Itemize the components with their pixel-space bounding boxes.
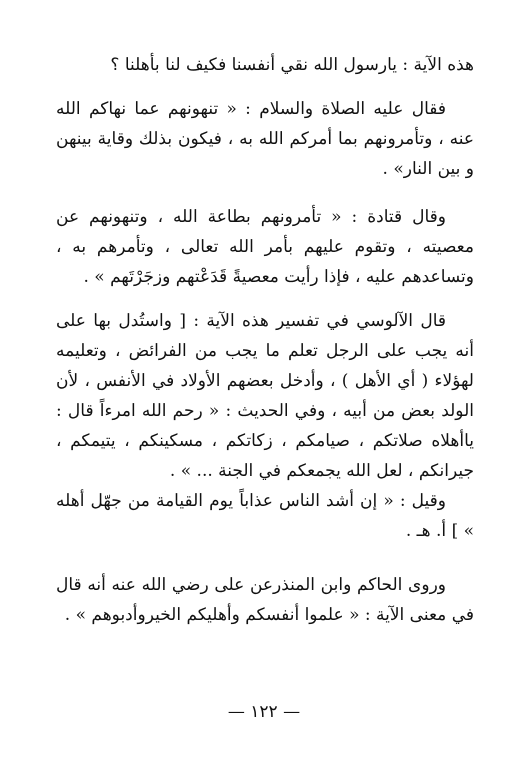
paragraph-3: وقال قتادة : « تأمرونهم بطاعة الله ، وتنهونهم عن معصيته ، وتقوم عليهم بأمر الله تعالى ، وتأمرهم به ، وتساعدهم عليه ، فإذا رأيت معصيةً قَدَعْتهم وزجَرْتَهم » .: [56, 207, 474, 287]
paragraph-4: قال الآلوسي في تفسير هذه الآية : [ واستُدل بها على أنه يجب على الرجل تعلم ما يجب من الفرائض ، وتعليمه لهؤلاء ( أي الأهل ) ، وأدخل بعضهم الأولاد في الأنفس ، لأن الولد بعض من أبيه ، وفي الحديث : « رحم الله امرءاً قال : ياأهلاه صلاتكم ، صيامكم ، زكاتكم ، مسكينكم ، يتيمكم ، جيرانكم ، لعل الله يجمعكم في الجنة ... » .: [56, 311, 474, 481]
paragraph-1: هذه الآية : يارسول الله نقي أنفسنا فكيف لنا بأهلنا ؟: [110, 55, 474, 75]
paragraph-5: وقيل : « إن أشد الناس عذاباً يوم القيامة من جهّل أهله » ] أ. هـ .: [56, 491, 474, 541]
page-body: [56, 50, 474, 630]
paragraph-2: فقال عليه الصلاة والسلام : « تنهونهم عما نهاكم الله عنه ، وتأمرونهم بما أمركم الله به ، فيكون بذلك وقاية بينهن و بين النار» .: [56, 99, 474, 179]
paragraph-6: وروى الحاكم وابن المنذرعن على رضي الله عنه أنه قال في معنى الآية : « علموا أنفسكم وأهليكم الخيروأدبوهم » .: [56, 575, 474, 625]
page-number: — ١٢٢ —: [227, 702, 301, 722]
